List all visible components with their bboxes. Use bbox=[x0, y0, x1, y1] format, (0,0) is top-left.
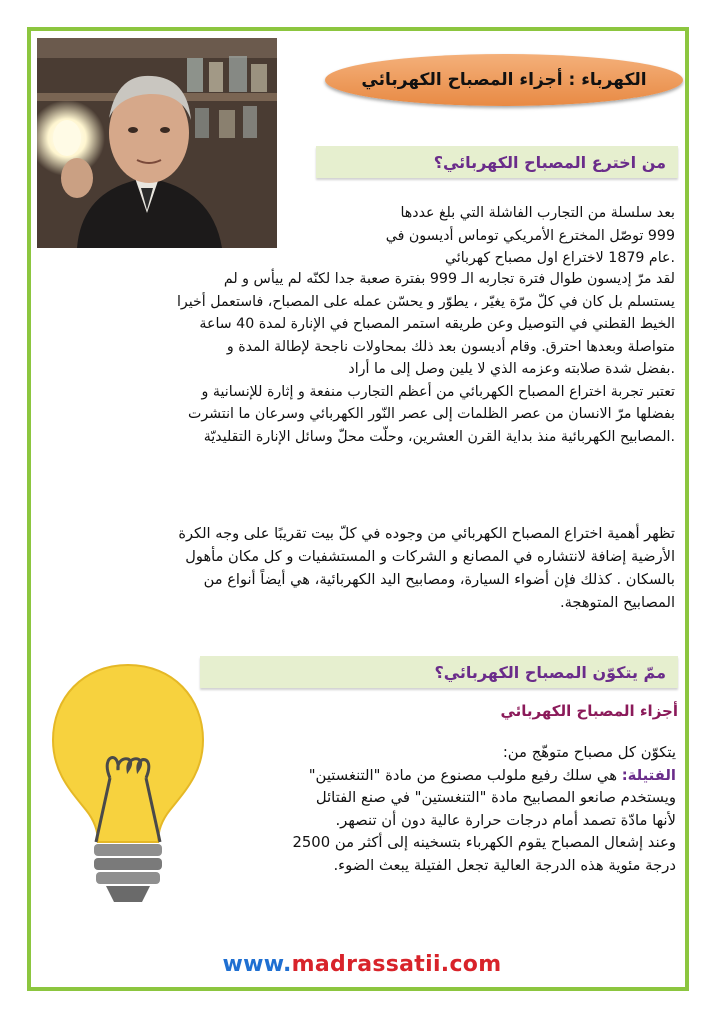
text-line: الخيط القطني في التوصيل وعن طريقه استمر المصباح في الإنارة لمدة 40 ساعة bbox=[199, 316, 675, 332]
edison-portrait bbox=[37, 38, 277, 248]
importance-paragraph bbox=[50, 522, 675, 614]
components-paragraph bbox=[234, 742, 676, 877]
text-line: تظهر أهمية اختراع المصباح الكهربائي من وجوده في كلّ بيت تقريبًا على وجه الكرة bbox=[178, 525, 675, 542]
section-heading-inventor: من اخترع المصباح الكهربائي؟ bbox=[433, 152, 666, 172]
light-bulb-icon bbox=[48, 660, 208, 915]
text-line: .المصابيح الكهربائية منذ بداية القرن العشرين، وحلّت محلّ وسائل الإنارة التقليديّة bbox=[203, 428, 675, 445]
section-heading-parts: ممّ يتكوّن المصباح الكهربائي؟ bbox=[434, 662, 666, 682]
history-paragraph bbox=[50, 268, 675, 448]
text-line: المصابيح المتوهجة. bbox=[559, 594, 675, 611]
text-line: 999 توصّل المخترع الأمريكي توماس أديسون في bbox=[385, 227, 675, 244]
text-line: بفضلها مرّ الانسان من عصر الظلمات إلى عصر النّور الكهربائي وسرعان ما انتشرت bbox=[187, 406, 675, 422]
text-line: لقد مرّ إديسون طوال فترة تجاربه الـ 999 بفترة صعبة جدا لكنّه لم ييأس و لم bbox=[223, 271, 675, 287]
footer-link[interactable] bbox=[0, 952, 724, 977]
intro-paragraph bbox=[300, 202, 675, 270]
text-line: لأنها مادّة تصمد أمام درجات حرارة عالية دون أن تنصهر. bbox=[335, 811, 676, 829]
text-line: الأرضية إضافة لانتشاره في المصانع و الشركات و المستشفيات و كل مكان مأهول bbox=[185, 548, 675, 565]
title-banner bbox=[325, 54, 683, 106]
page-title: الكهرباء : أجزاء المصباح الكهربائي bbox=[361, 70, 647, 90]
footer-domain: madrassatii.com bbox=[291, 952, 502, 977]
subheading-bulb-parts: أجزاء المصباح الكهربائي bbox=[500, 702, 678, 720]
filament-line bbox=[234, 765, 676, 788]
text-line: بعد سلسلة من التجارب الفاشلة التي بلغ عددها bbox=[400, 205, 675, 221]
section-heading-band bbox=[200, 656, 678, 688]
filament-definition: هي سلك رفيع ملولب مصنوع من مادة "التنغستين" bbox=[308, 766, 622, 784]
text-line: يستسلم بل كان في كلّ مرّة يغيّر ، يطوّر و يحسّن عمله على المصباح، فاستعمل أخيرا bbox=[176, 293, 675, 310]
filament-term: الفتيلة: bbox=[621, 766, 676, 784]
text-line: متواصلة وبعدها احترق. وقام أديسون بعد ذلك بمحاولات ناجحة لإطالة المدة و bbox=[226, 338, 675, 355]
text-line: تعتبر تجربة اختراع المصباح الكهربائي من أعظم التجارب منفعة و إثارة للإنسانية و bbox=[201, 383, 675, 400]
text-line: .عام 1879 لاختراع اول مصباح كهربائي bbox=[444, 250, 675, 266]
text-line: يتكوّن كل مصباح متوهّج من: bbox=[502, 744, 676, 761]
footer-www: www. bbox=[222, 952, 292, 977]
text-line: درجة مئوية هذه الدرجة العالية تجعل الفتيلة يبعث الضوء. bbox=[333, 856, 676, 874]
text-line: وعند إشعال المصباح يقوم الكهرباء بتسخينه إلى أكثر من 2500 bbox=[292, 834, 676, 851]
section-heading-band bbox=[316, 146, 678, 178]
text-line: ويستخدم صانعو المصابيح مادة "التنغستين" في صنع الفتائل bbox=[315, 789, 676, 806]
text-line: .بفضل شدة صلابته وعزمه الذي لا يلين وصل إلى ما أراد bbox=[348, 361, 675, 377]
text-line: بالسكان . كذلك فإن أضواء السيارة، ومصابيح اليد الكهربائية، هي أيضاً أنواع من bbox=[203, 571, 675, 588]
